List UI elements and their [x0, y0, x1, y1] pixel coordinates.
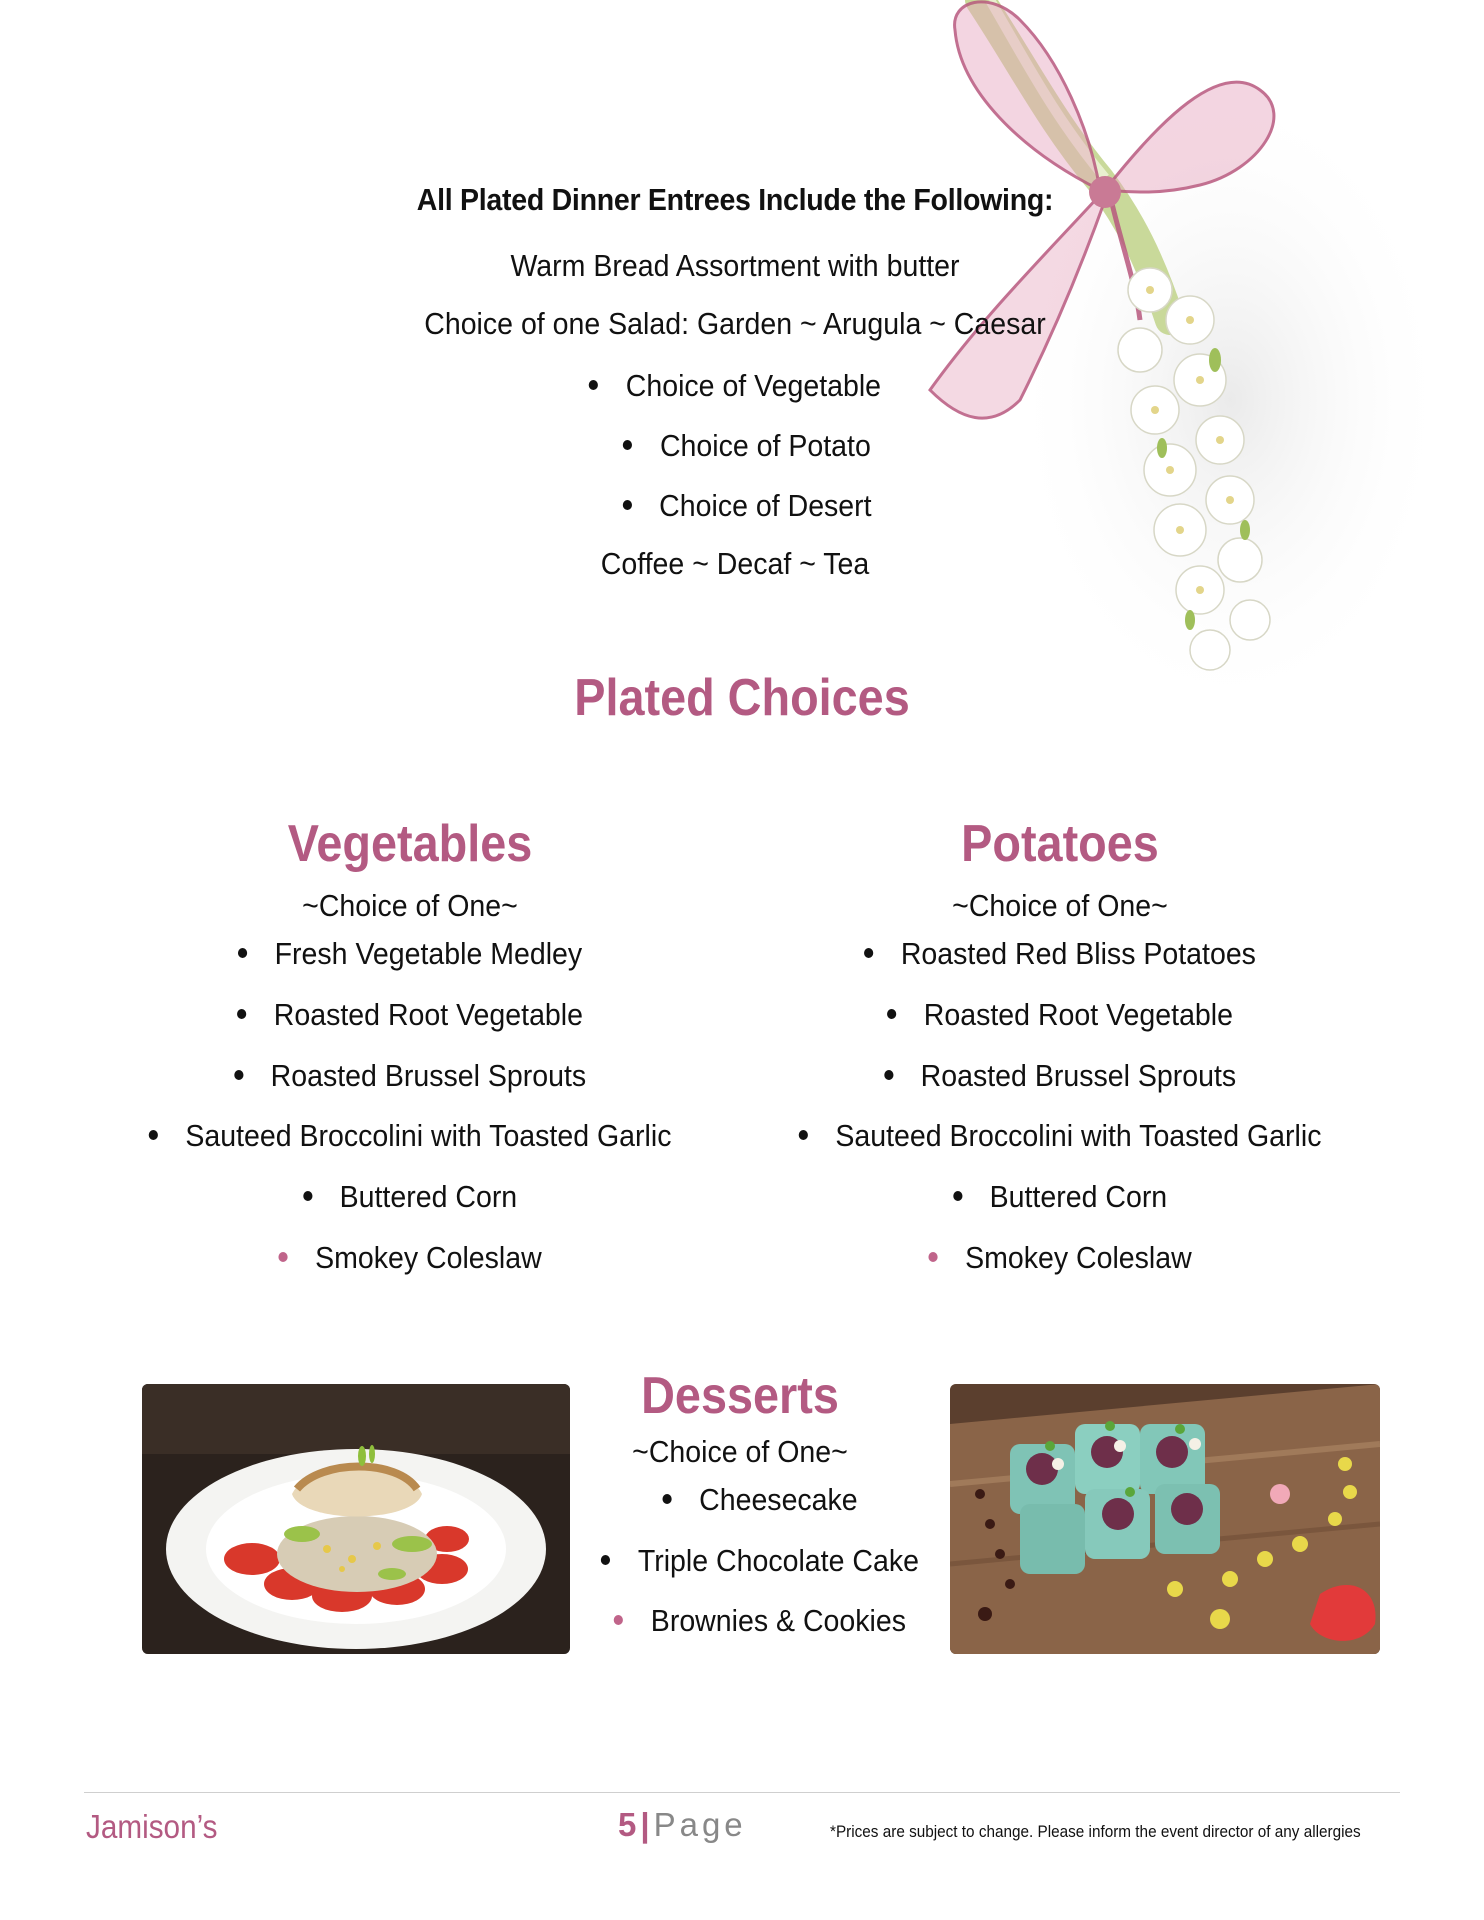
bullet-icon [623, 440, 632, 450]
potatoes-item: Roasted Red Bliss Potatoes [766, 936, 1355, 972]
potatoes-item: Sauteed Broccolini with Toasted Garlic [766, 1118, 1355, 1154]
sushi-roll-photo-icon [950, 1384, 1380, 1654]
desserts-heading: Desserts [641, 1367, 839, 1425]
intro-choice-item: Choice of Vegetable [59, 368, 1411, 404]
footer-divider [84, 1792, 1400, 1793]
bullet-icon [601, 1555, 610, 1565]
bullet-icon [622, 500, 631, 510]
desserts-item: Cheesecake [576, 1482, 944, 1518]
plated-fish-photo-icon [142, 1384, 570, 1654]
bullet-icon [864, 948, 873, 958]
vegetables-item: Smokey Coleslaw [116, 1240, 705, 1276]
bullet-icon [887, 1009, 896, 1019]
vegetables-item: Roasted Root Vegetable [116, 997, 705, 1033]
bullet-icon [884, 1070, 893, 1080]
vegetables-subtitle: ~Choice of One~ [302, 888, 518, 923]
potatoes-item: Buttered Corn [766, 1179, 1355, 1215]
intro-title: All Plated Dinner Entrees Include the Following: [416, 182, 1054, 217]
potatoes-item: Roasted Brussel Sprouts [766, 1058, 1355, 1094]
vegetables-heading: Vegetables [287, 815, 533, 873]
flower-ribbon-decoration-icon [900, 0, 1460, 720]
bullet-icon [799, 1130, 808, 1140]
desserts-item: Brownies & Cookies [576, 1603, 944, 1639]
bullet-icon [662, 1494, 671, 1504]
vegetables-item: Fresh Vegetable Medley [116, 936, 705, 972]
vegetables-item: Roasted Brussel Sprouts [116, 1058, 705, 1094]
potatoes-heading: Potatoes [961, 815, 1159, 873]
bullet-icon [149, 1130, 158, 1140]
bullet-icon [234, 1070, 243, 1080]
potatoes-item: Roasted Root Vegetable [766, 997, 1355, 1033]
intro-salad-line: Choice of one Salad: Garden ~ Arugula ~ Caesar [424, 306, 1046, 341]
bullet-icon [238, 948, 247, 958]
footer-brand: Jamison’s [86, 1808, 218, 1845]
intro-drinks-line: Coffee ~ Decaf ~ Tea [600, 546, 870, 581]
footer-note: *Prices are subject to change. Please inform the event director of any allergies [830, 1822, 1361, 1841]
bullet-icon [953, 1191, 962, 1201]
bullet-icon [614, 1615, 623, 1625]
vegetables-item: Buttered Corn [116, 1179, 705, 1215]
bullet-icon [303, 1191, 312, 1201]
vegetables-item: Sauteed Broccolini with Toasted Garlic [116, 1118, 705, 1154]
footer-page-number: 5 | Page [618, 1806, 747, 1843]
intro-choice-item: Choice of Desert [71, 488, 1423, 524]
intro-bread-line: Warm Bread Assortment with butter [510, 248, 960, 283]
potatoes-subtitle: ~Choice of One~ [952, 888, 1168, 923]
bullet-icon [928, 1252, 937, 1262]
desserts-subtitle: ~Choice of One~ [632, 1434, 848, 1469]
potatoes-item: Smokey Coleslaw [766, 1240, 1355, 1276]
intro-choice-item: Choice of Potato [71, 428, 1423, 464]
bullet-icon [278, 1252, 287, 1262]
bullet-icon [237, 1009, 246, 1019]
plated-choices-heading: Plated Choices [574, 669, 910, 727]
bullet-icon [589, 380, 598, 390]
desserts-item: Triple Chocolate Cake [576, 1543, 944, 1579]
